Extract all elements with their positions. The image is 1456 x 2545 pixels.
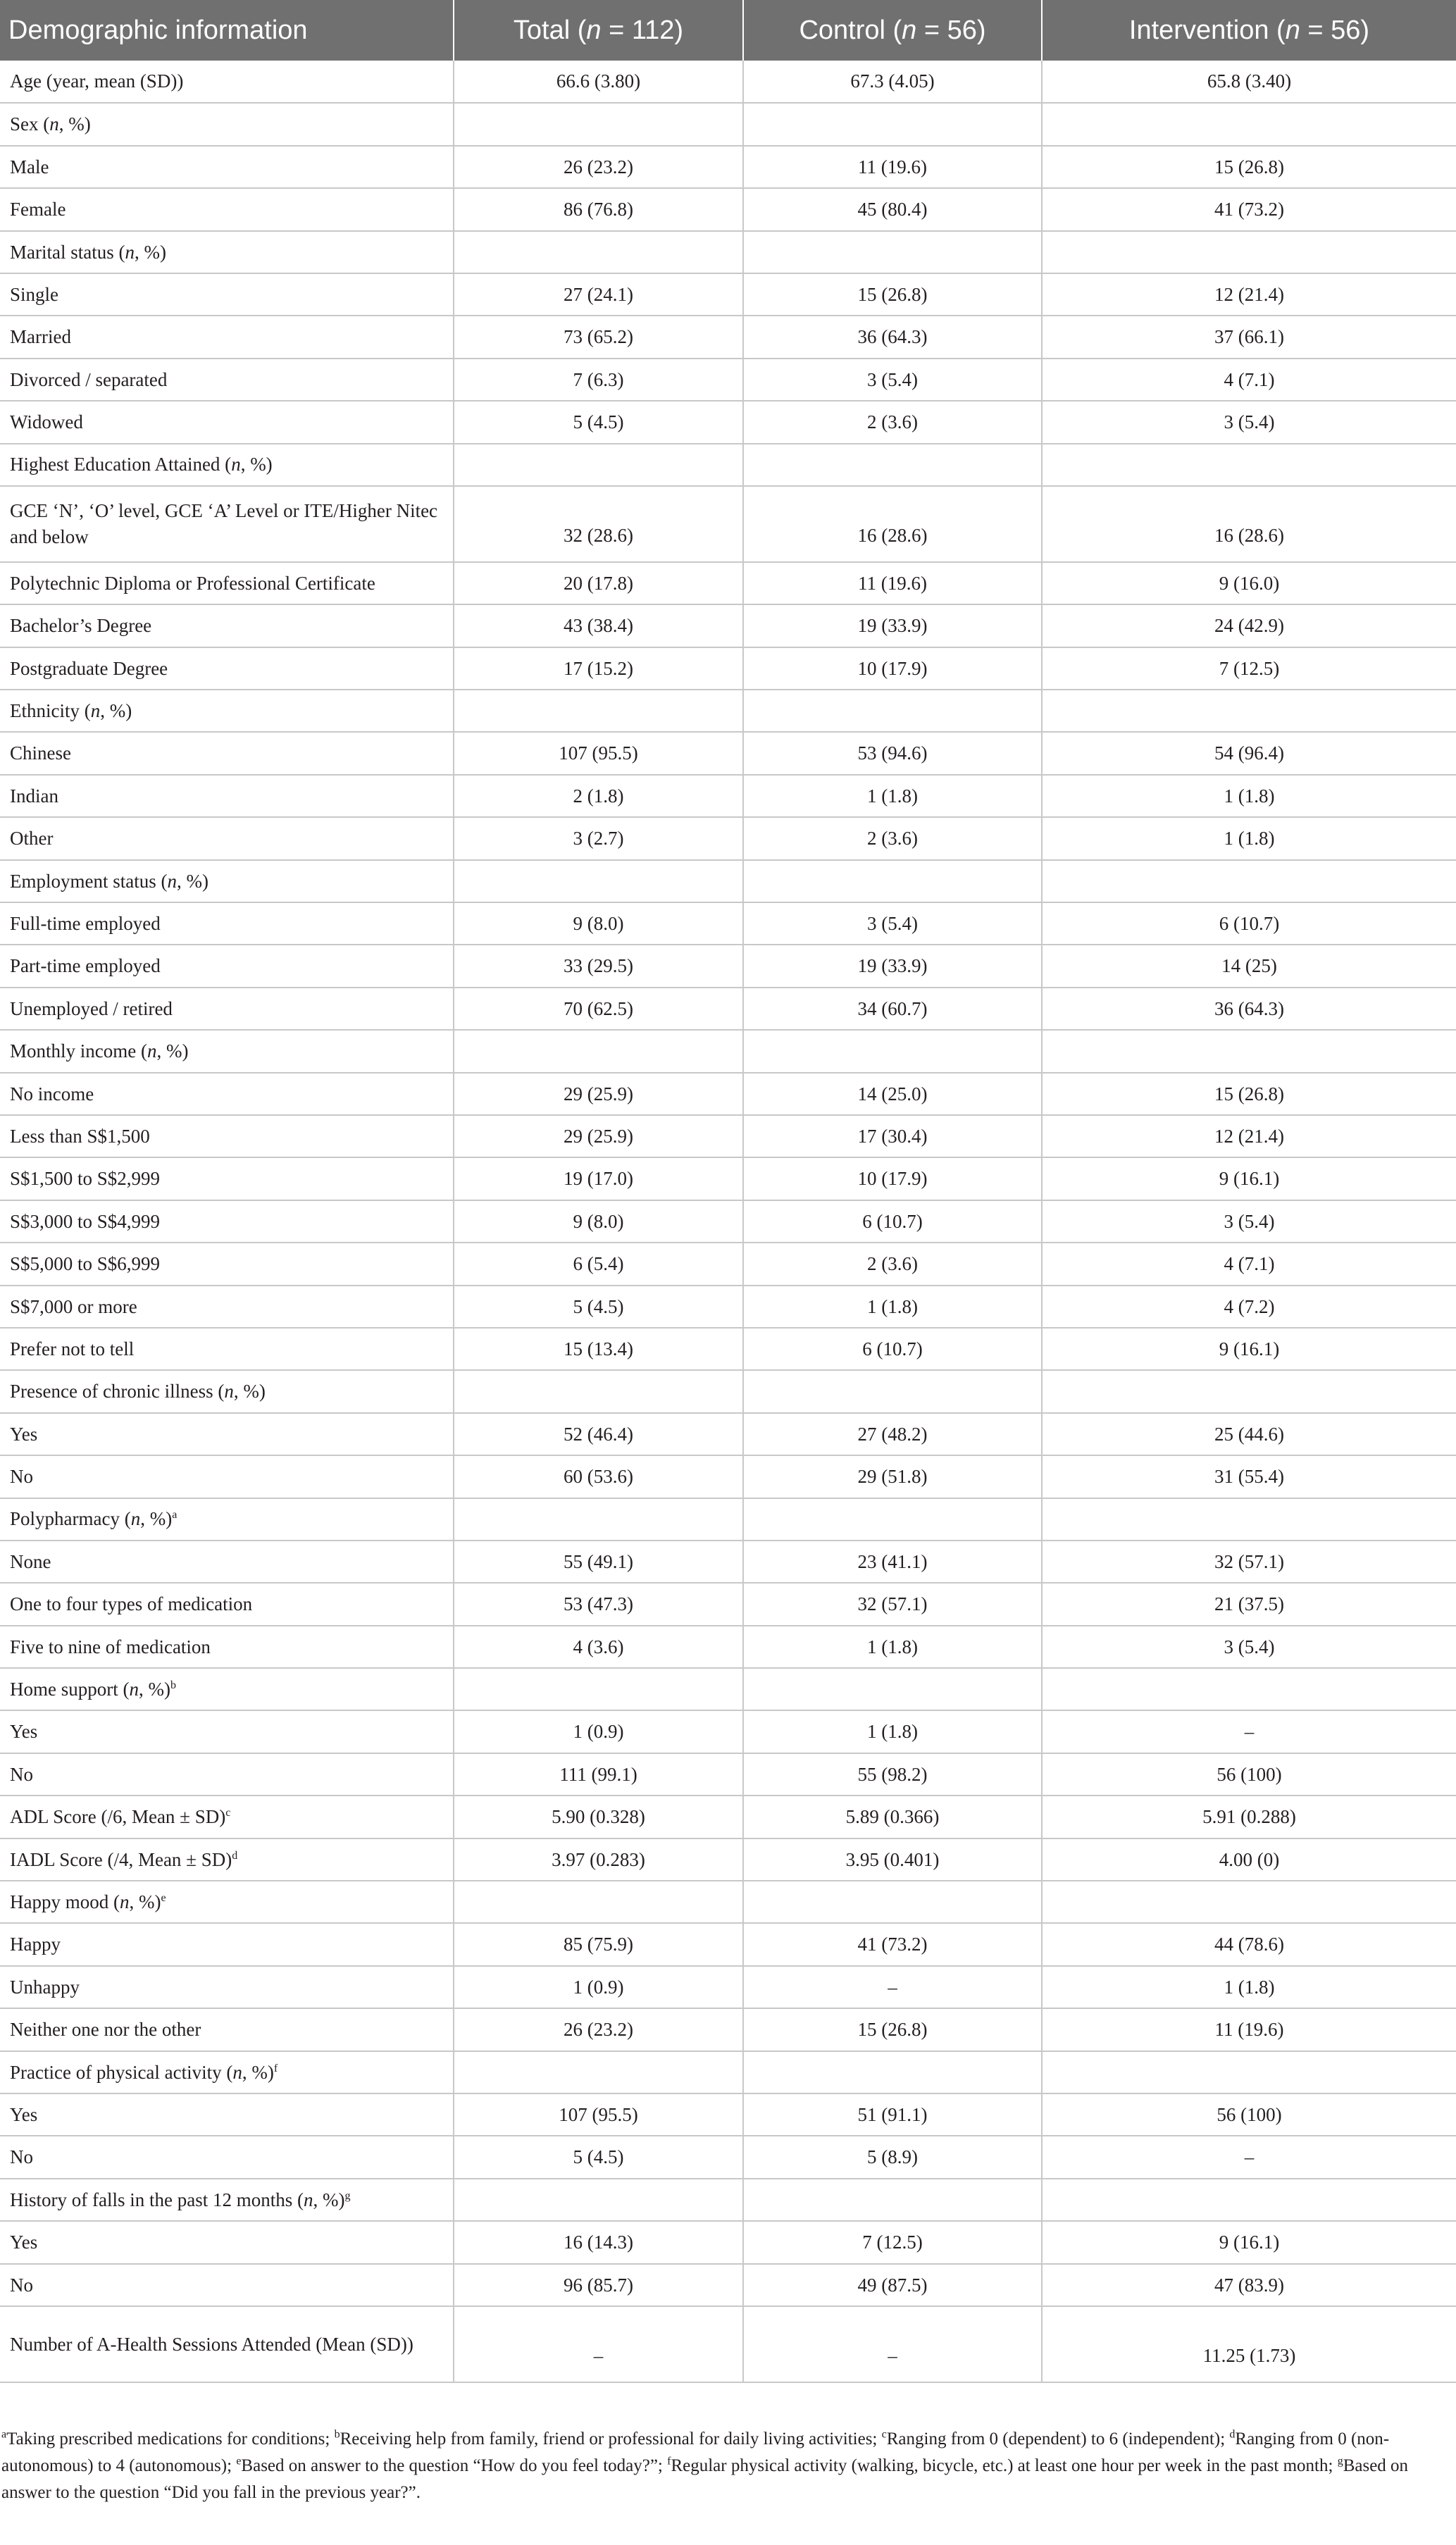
cell-control [743,2179,1042,2221]
cell-control: 3 (5.4) [743,359,1042,401]
table-row [0,188,1456,230]
row-label: Polytechnic Diploma or Professional Certificate [0,562,454,604]
section-row [0,1030,1456,1072]
cell-control: 55 (98.2) [743,1753,1042,1796]
footnote-marker: e [161,1891,166,1904]
cell-intervention: 7 (12.5) [1042,647,1456,690]
cell-total: 96 (85.7) [454,2264,743,2306]
row-label: Postgraduate Degree [0,647,454,690]
cell-total: 60 (53.6) [454,1455,743,1498]
table-row [0,945,1456,987]
table-row [0,1966,1456,2008]
row-label: Yes [0,2221,454,2263]
row-label: Five to nine of medication [0,1626,454,1668]
cell-total: 85 (75.9) [454,1923,743,1965]
cell-control [743,231,1042,273]
cell-control: 10 (17.9) [743,1157,1042,1200]
cell-control: 1 (1.8) [743,1626,1042,1668]
cell-total: 70 (62.5) [454,988,743,1030]
cell-control [743,1881,1042,1923]
cell-control: 23 (41.1) [743,1541,1042,1583]
cell-control: 3 (5.4) [743,902,1042,945]
row-label: No [0,2264,454,2306]
table-row [0,1455,1456,1498]
cell-total: 9 (8.0) [454,1200,743,1243]
table-row [0,1583,1456,1625]
cell-total [454,103,743,145]
header-total: Total (n = 112) [454,0,743,61]
section-label: Highest Education Attained (n, %) [0,444,454,486]
cell-intervention: 1 (1.8) [1042,1966,1456,2008]
cell-control: 7 (12.5) [743,2221,1042,2263]
cell-intervention: 41 (73.2) [1042,188,1456,230]
section-row [0,1370,1456,1412]
footnote-marker: a [172,1509,178,1522]
cell-total: – [454,2306,743,2382]
cell-intervention: 14 (25) [1042,945,1456,987]
cell-intervention [1042,103,1456,145]
section-row [0,231,1456,273]
table-row [0,1796,1456,1838]
cell-intervention: 44 (78.6) [1042,1923,1456,1965]
cell-control: 17 (30.4) [743,1115,1042,1157]
footnote-text: Receiving help from family, friend or professional for daily living activities; [340,2429,882,2448]
table-row [0,1626,1456,1668]
row-label: Neither one nor the other [0,2008,454,2051]
table-row [0,1541,1456,1583]
cell-total: 2 (1.8) [454,775,743,817]
footnote-text: Taking prescribed medications for conditions; [6,2429,335,2448]
cell-control: 45 (80.4) [743,188,1042,230]
section-row [0,1668,1456,1710]
cell-intervention: 25 (44.6) [1042,1413,1456,1455]
cell-total [454,690,743,732]
row-label: Number of A-Health Sessions Attended (Mean (SD)) [0,2306,454,2382]
row-label: Full-time employed [0,902,454,945]
cell-control: 11 (19.6) [743,146,1042,188]
footnote-marker: g [1337,2455,1343,2468]
row-label: S$3,000 to S$4,999 [0,1200,454,1243]
row-label: Bachelor’s Degree [0,604,454,647]
cell-intervention: 37 (66.1) [1042,316,1456,358]
cell-control: 34 (60.7) [743,988,1042,1030]
row-label: IADL Score (/4, Mean ± SD)$^d$ [0,1838,454,1881]
table-row [0,1200,1456,1243]
cell-total: 107 (95.5) [454,732,743,774]
row-label: Unhappy [0,1966,454,2008]
cell-intervention [1042,1881,1456,1923]
footnote-text: Ranging from 0 (non-autonomous) to 4 (autonomous); [1,2429,1390,2475]
table-row [0,1923,1456,1965]
section-label: Home support (n, %)$^b$ [0,1668,454,1710]
table-row [0,604,1456,647]
header-intervention: Intervention (n = 56) [1128,15,1370,45]
cell-intervention: 31 (55.4) [1042,1455,1456,1498]
table-row [0,1073,1456,1115]
row-label: ADL Score (/6, Mean ± SD)$^c$ [0,1796,454,1838]
cell-intervention: 4 (7.2) [1042,1286,1456,1328]
footnote-text: Based on answer to the question “How do you feel today?”; [241,2456,668,2475]
section-label: Presence of chronic illness (n, %) [0,1370,454,1412]
section-row [0,444,1456,486]
cell-control: 2 (3.6) [743,401,1042,443]
cell-control [743,1498,1042,1541]
cell-control: 1 (1.8) [743,1710,1042,1753]
cell-total [454,444,743,486]
table-body [0,61,1456,2382]
row-label: None [0,1541,454,1583]
cell-control: 67.3 (4.05) [743,61,1042,103]
table-header [0,0,1456,61]
row-label: Widowed [0,401,454,443]
cell-intervention: 9 (16.0) [1042,562,1456,604]
cell-total: 6 (5.4) [454,1243,743,1285]
row-label: Female [0,188,454,230]
cell-total: 7 (6.3) [454,359,743,401]
section-row [0,1881,1456,1923]
table-row [0,2093,1456,2136]
cell-control: 1 (1.8) [743,775,1042,817]
row-label: Age (year, mean (SD)) [0,61,454,103]
table-row [0,2136,1456,2178]
cell-control [743,444,1042,486]
cell-intervention: 12 (21.4) [1042,1115,1456,1157]
cell-total [454,2051,743,2093]
footnote-marker: g [344,2189,351,2202]
footnote-marker: c [881,2428,887,2441]
row-label: Married [0,316,454,358]
table-row [0,316,1456,358]
cell-control: 49 (87.5) [743,2264,1042,2306]
row-label: No income [0,1073,454,1115]
cell-intervention: 3 (5.4) [1042,1200,1456,1243]
section-row [0,860,1456,902]
cell-control [743,860,1042,902]
row-label: Indian [0,775,454,817]
cell-total: 33 (29.5) [454,945,743,987]
cell-control: 32 (57.1) [743,1583,1042,1625]
cell-control: 27 (48.2) [743,1413,1042,1455]
cell-control: 41 (73.2) [743,1923,1042,1965]
cell-intervention: – [1042,1710,1456,1753]
header-demographic-information: Demographic information [0,0,454,61]
section-label: Polypharmacy (n, %)$^a$ [0,1498,454,1541]
cell-intervention: 12 (21.4) [1042,273,1456,316]
table-row [0,817,1456,859]
cell-total: 1 (0.9) [454,1710,743,1753]
table-row [0,2264,1456,2306]
footnote-marker: b [334,2428,340,2441]
cell-intervention: 4 (7.1) [1042,1243,1456,1285]
cell-intervention [1042,1668,1456,1710]
cell-control: 29 (51.8) [743,1455,1042,1498]
cell-control: 11 (19.6) [743,562,1042,604]
cell-intervention [1042,690,1456,732]
table-row [0,562,1456,604]
row-label: Other [0,817,454,859]
footnote-text: Regular physical activity (walking, bicycle, etc.) at least one hour per week in the past month; [671,2456,1338,2475]
section-label: Monthly income (n, %) [0,1030,454,1072]
cell-total: 86 (76.8) [454,188,743,230]
cell-total: 27 (24.1) [454,273,743,316]
section-label: Marital status (n, %) [0,231,454,273]
cell-intervention: 15 (26.8) [1042,146,1456,188]
cell-control: 5.89 (0.366) [743,1796,1042,1838]
cell-control: – [743,1966,1042,2008]
cell-total: 111 (99.1) [454,1753,743,1796]
cell-total: 73 (65.2) [454,316,743,358]
section-row [0,2051,1456,2093]
table-row [0,1838,1456,1881]
row-label: GCE ‘N’, ‘O’ level, GCE ‘A’ Level or ITE/Higher Nitec and below [0,486,454,562]
row-label: S$1,500 to S$2,999 [0,1157,454,1200]
footnote-marker: f [667,2455,671,2468]
cell-total: 15 (13.4) [454,1328,743,1370]
cell-total: 26 (23.2) [454,146,743,188]
section-row [0,2179,1456,2221]
row-label: Yes [0,1413,454,1455]
cell-control: 15 (26.8) [743,273,1042,316]
cell-control: 53 (94.6) [743,732,1042,774]
table-row [0,273,1456,316]
cell-total: 16 (14.3) [454,2221,743,2263]
cell-intervention: 36 (64.3) [1042,988,1456,1030]
table-row [0,61,1456,103]
cell-intervention [1042,231,1456,273]
footnote-marker: f [273,2062,278,2074]
row-label: Yes [0,1710,454,1753]
cell-intervention [1042,860,1456,902]
cell-intervention: 24 (42.9) [1042,604,1456,647]
cell-total: 3 (2.7) [454,817,743,859]
header-control: Control (n = 56) [743,0,1042,61]
table-row [0,1753,1456,1796]
cell-control [743,1030,1042,1072]
table-row [0,647,1456,690]
table-row [0,1710,1456,1753]
cell-intervention: 15 (26.8) [1042,1073,1456,1115]
cell-intervention: 1 (1.8) [1042,817,1456,859]
cell-control: 6 (10.7) [743,1328,1042,1370]
cell-control: 10 (17.9) [743,647,1042,690]
cell-intervention: 4 (7.1) [1042,359,1456,401]
section-label: Employment status (n, %) [0,860,454,902]
section-row [0,690,1456,732]
cell-intervention: 54 (96.4) [1042,732,1456,774]
cell-total: 43 (38.4) [454,604,743,647]
cell-control [743,103,1042,145]
cell-total: 55 (49.1) [454,1541,743,1583]
cell-total: 9 (8.0) [454,902,743,945]
row-label: Prefer not to tell [0,1328,454,1370]
section-label: History of falls in the past 12 months (n, %)$^g$ [0,2179,454,2221]
cell-total: 66.6 (3.80) [454,61,743,103]
row-label: Unemployed / retired [0,988,454,1030]
section-label: Sex (n, %) [0,103,454,145]
cell-control [743,690,1042,732]
cell-total [454,860,743,902]
row-label: Less than S$1,500 [0,1115,454,1157]
cell-control: 15 (26.8) [743,2008,1042,2051]
cell-intervention: 47 (83.9) [1042,2264,1456,2306]
cell-control: 19 (33.9) [743,604,1042,647]
table-row [0,1157,1456,1200]
cell-control: 5 (8.9) [743,2136,1042,2178]
row-label: S$5,000 to S$6,999 [0,1243,454,1285]
row-label: Part-time employed [0,945,454,987]
cell-intervention [1042,2051,1456,2093]
cell-total [454,2179,743,2221]
table-row [0,1243,1456,1285]
cell-intervention [1042,2179,1456,2221]
cell-total: 5 (4.5) [454,1286,743,1328]
table-row [0,775,1456,817]
row-label: No [0,1753,454,1796]
cell-total: 32 (28.6) [454,486,743,562]
cell-intervention [1042,1030,1456,1072]
row-label: Single [0,273,454,316]
cell-intervention: 6 (10.7) [1042,902,1456,945]
table-row [0,1328,1456,1370]
cell-intervention: 32 (57.1) [1042,1541,1456,1583]
footnote-marker: b [170,1679,176,1692]
cell-intervention: 16 (28.6) [1042,486,1456,562]
cell-total [454,1498,743,1541]
header-row [0,0,1456,61]
footnote-marker: e [236,2455,242,2468]
cell-intervention: 3 (5.4) [1042,1626,1456,1668]
footnote-text: Based on answer to the question “Did you fall in the previous year?”. [1,2456,1409,2502]
cell-intervention: 5.91 (0.288) [1042,1796,1456,1838]
footnote-marker: d [1229,2428,1236,2441]
cell-intervention: 56 (100) [1042,1753,1456,1796]
cell-total: 4 (3.6) [454,1626,743,1668]
footnote-text: Ranging from 0 (dependent) to 6 (independent); [886,2429,1230,2448]
row-label: Chinese [0,732,454,774]
table-row [0,1286,1456,1328]
cell-intervention [1042,444,1456,486]
section-label: Ethnicity (n, %) [0,690,454,732]
cell-total: 29 (25.9) [454,1073,743,1115]
table-row [0,146,1456,188]
table-row [0,401,1456,443]
cell-total: 5.90 (0.328) [454,1796,743,1838]
cell-total: 3.97 (0.283) [454,1838,743,1881]
cell-control [743,1668,1042,1710]
cell-total: 53 (47.3) [454,1583,743,1625]
section-label: Practice of physical activity (n, %)$^f$ [0,2051,454,2093]
cell-control: 36 (64.3) [743,316,1042,358]
section-label: Happy mood (n, %)$^e$ [0,1881,454,1923]
footnote-marker: d [232,1849,238,1862]
cell-control: 19 (33.9) [743,945,1042,987]
row-label: Male [0,146,454,188]
cell-intervention: 9 (16.1) [1042,1328,1456,1370]
table-row [0,359,1456,401]
cell-intervention: 65.8 (3.40) [1042,61,1456,103]
cell-total: 19 (17.0) [454,1157,743,1200]
row-label: No [0,1455,454,1498]
cell-total: 1 (0.9) [454,1966,743,2008]
cell-total [454,231,743,273]
row-label: Happy [0,1923,454,1965]
cell-intervention [1042,1370,1456,1412]
row-label: S$7,000 or more [0,1286,454,1328]
cell-intervention: 11.25 (1.73) [1042,2306,1456,2382]
table-row [0,1413,1456,1455]
cell-control: 14 (25.0) [743,1073,1042,1115]
table-row [0,732,1456,774]
cell-intervention: 11 (19.6) [1042,2008,1456,2051]
table-footnotes [1,2426,1445,2506]
cell-total: 26 (23.2) [454,2008,743,2051]
cell-intervention: 56 (100) [1042,2093,1456,2136]
cell-control: 16 (28.6) [743,486,1042,562]
cell-control: 51 (91.1) [743,2093,1042,2136]
cell-control: 6 (10.7) [743,1200,1042,1243]
section-row [0,1498,1456,1541]
table-row [0,486,1456,562]
cell-intervention: 4.00 (0) [1042,1838,1456,1881]
cell-intervention: 3 (5.4) [1042,401,1456,443]
section-row [0,103,1456,145]
cell-intervention: 9 (16.1) [1042,2221,1456,2263]
table-row [0,2008,1456,2051]
cell-control: 3.95 (0.401) [743,1838,1042,1881]
table-row [0,1115,1456,1157]
cell-total [454,1668,743,1710]
table-row [0,2306,1456,2382]
cell-control: 1 (1.8) [743,1286,1042,1328]
cell-total: 52 (46.4) [454,1413,743,1455]
cell-control: 2 (3.6) [743,1243,1042,1285]
cell-total: 29 (25.9) [454,1115,743,1157]
table-row [0,902,1456,945]
cell-total: 5 (4.5) [454,2136,743,2178]
cell-control [743,1370,1042,1412]
row-label: Divorced / separated [0,359,454,401]
row-label: Yes [0,2093,454,2136]
cell-control: – [743,2306,1042,2382]
row-label: No [0,2136,454,2178]
table-row [0,988,1456,1030]
table-row [0,2221,1456,2263]
cell-control: 2 (3.6) [743,817,1042,859]
footnote-marker: c [225,1807,231,1819]
footnote-marker: a [1,2428,7,2441]
cell-intervention: 9 (16.1) [1042,1157,1456,1200]
cell-total [454,1881,743,1923]
cell-control [743,2051,1042,2093]
row-label: One to four types of medication [0,1583,454,1625]
cell-intervention [1042,1498,1456,1541]
cell-intervention: 21 (37.5) [1042,1583,1456,1625]
cell-total: 5 (4.5) [454,401,743,443]
cell-total: 107 (95.5) [454,2093,743,2136]
cell-intervention: 1 (1.8) [1042,775,1456,817]
cell-total [454,1370,743,1412]
cell-total: 20 (17.8) [454,562,743,604]
cell-total: 17 (15.2) [454,647,743,690]
cell-total [454,1030,743,1072]
cell-intervention: – [1042,2136,1456,2178]
